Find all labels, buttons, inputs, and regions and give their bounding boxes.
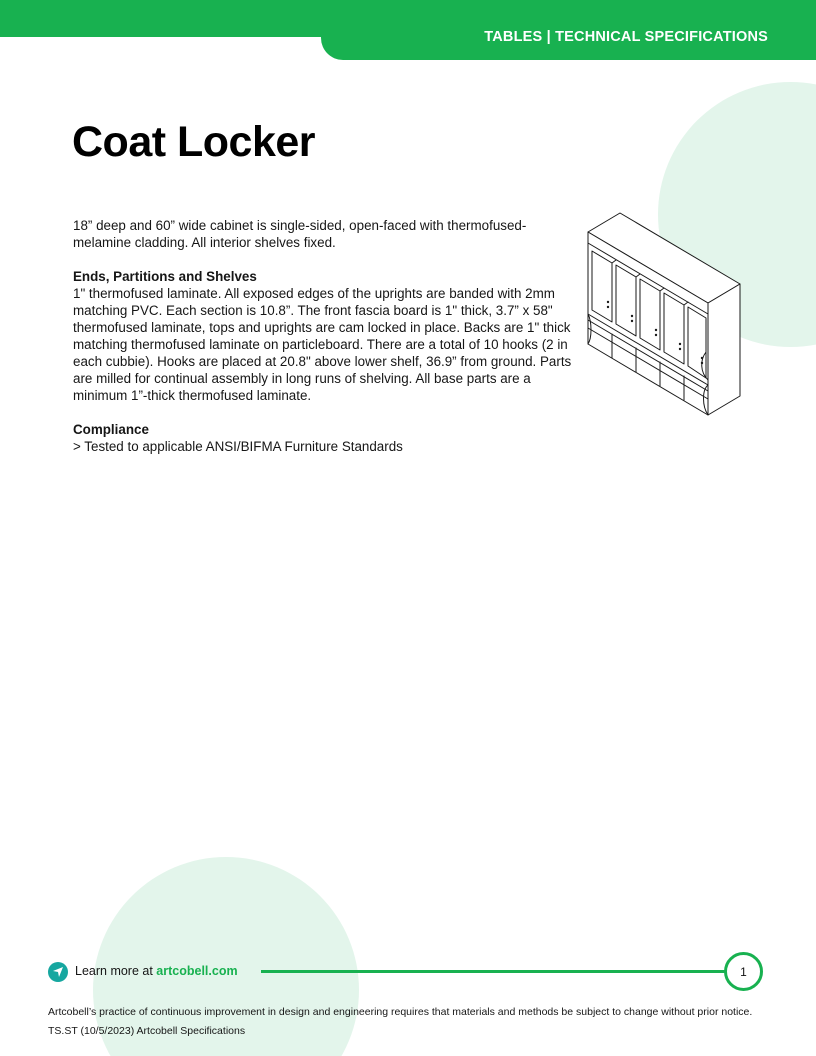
section-text-compliance: > Tested to applicable ANSI/BIFMA Furniture Standards	[73, 439, 403, 454]
page-number-badge	[724, 952, 763, 991]
learn-more	[75, 964, 238, 978]
location-arrow-icon	[48, 962, 68, 982]
footer-divider	[261, 970, 727, 973]
disclaimer-text: Artcobell’s practice of continuous improvement in design and engineering requires that materials and methods be subject to change without prior notice.	[48, 1006, 753, 1018]
arrow-glyph	[52, 966, 64, 978]
page-number: 1	[740, 964, 747, 979]
coat-locker-illustration	[582, 210, 744, 420]
body-content	[73, 217, 583, 455]
header-label: TABLES | TECHNICAL SPECIFICATIONS	[484, 29, 768, 45]
section-text-ends: 1" thermofused laminate. All exposed edges of the uprights are banded with 2mm matching PVC. Each section is 10.8”. The front fascia board is 1" thick, 3.7” x 58" thermofused laminate, tops and uprights are cam locked in place. Backs are 1" thick matching thermofused laminate on particleboard. There are a total of 10 hooks (2 in each cubbie). Hooks are placed at 20.8" above lower shelf, 36.9” from ground. Parts are milled for continual assembly in long runs of shelving. All base parts are a minimum 1”-thick thermofused laminate.	[73, 286, 572, 403]
section-heading-ends: Ends, Partitions and Shelves	[73, 269, 257, 284]
learn-more-prefix: Learn more at	[75, 964, 157, 978]
intro-paragraph: 18” deep and 60” wide cabinet is single-sided, open-faced with thermofused-melamine cladding. All interior shelves fixed.	[73, 218, 527, 250]
section-heading-compliance: Compliance	[73, 422, 149, 437]
page-title: Coat Locker	[72, 118, 316, 166]
spacer	[73, 251, 583, 268]
website-link[interactable]: artcobell.com	[156, 964, 238, 978]
spacer	[73, 404, 583, 421]
spec-code-text: TS.ST (10/5/2023) Artcobell Specifications	[48, 1025, 246, 1037]
